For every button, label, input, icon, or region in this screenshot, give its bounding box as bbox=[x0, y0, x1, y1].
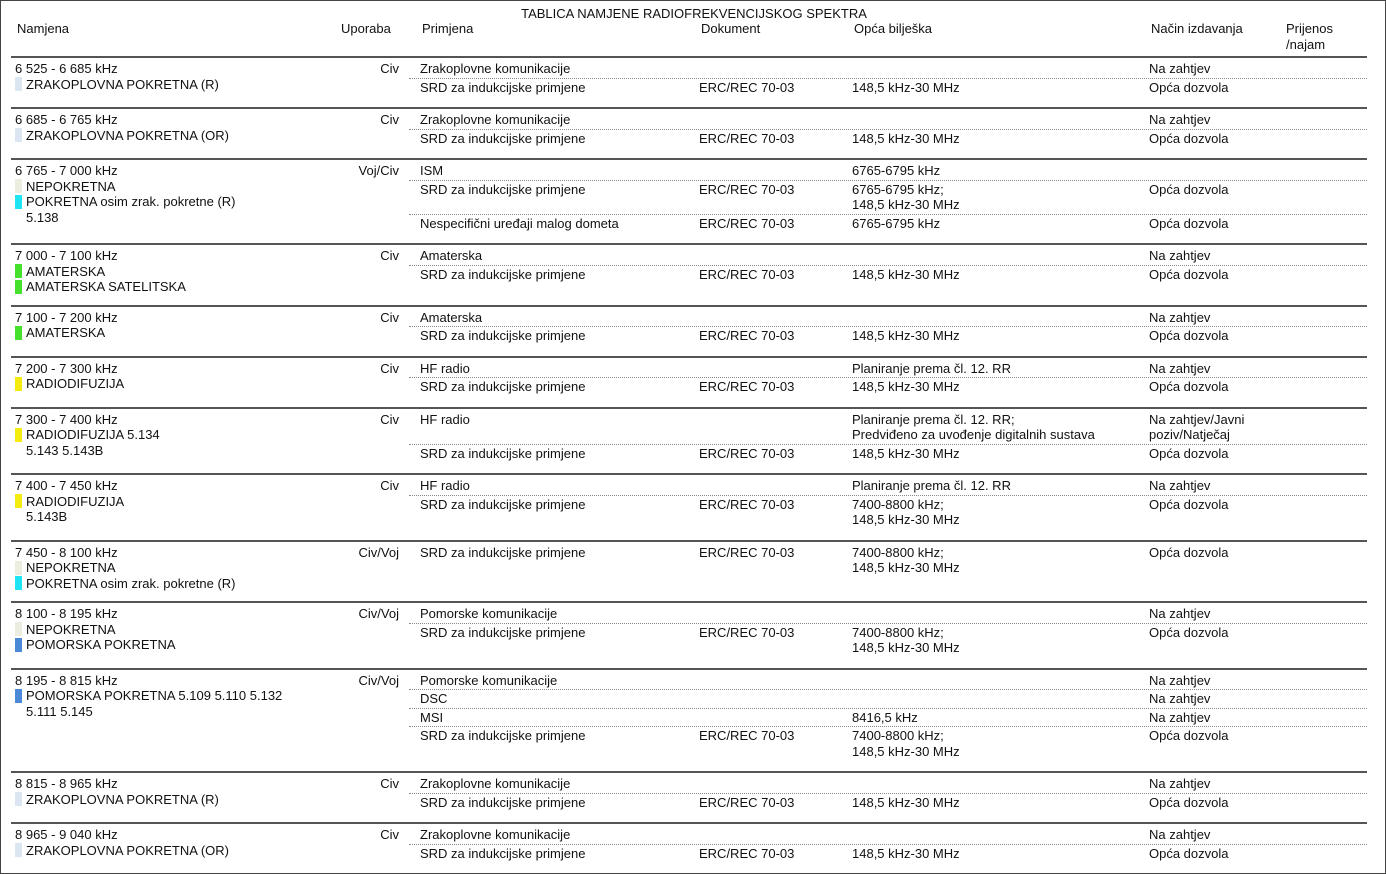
application: Nespecifični uređaji malog dometa bbox=[420, 215, 619, 231]
application-rows bbox=[409, 163, 1367, 233]
band-row bbox=[11, 243, 1367, 305]
document: ERC/REC 70-03 bbox=[699, 794, 795, 810]
application-row bbox=[409, 61, 1367, 79]
document: ERC/REC 70-03 bbox=[699, 728, 795, 743]
licensing-mode: Opća dozvola bbox=[1149, 215, 1229, 231]
service-item bbox=[11, 622, 409, 638]
application-row bbox=[409, 379, 1367, 396]
usage: Civ/Voj bbox=[358, 606, 399, 621]
document bbox=[699, 691, 852, 707]
service-color-swatch bbox=[15, 77, 22, 91]
service-color-swatch bbox=[15, 179, 22, 193]
footnote-refs: 5.111 5.145 bbox=[26, 703, 93, 719]
application-row bbox=[409, 446, 1367, 463]
usage: Civ/Voj bbox=[358, 544, 399, 560]
general-note bbox=[852, 776, 1149, 792]
application-rows bbox=[409, 310, 1367, 346]
general-note bbox=[852, 61, 1149, 77]
licensing-mode: Na zahtjev bbox=[1149, 248, 1211, 263]
service-color-swatch bbox=[15, 792, 22, 806]
band-row bbox=[11, 601, 1367, 668]
service-label: AMATERSKA bbox=[26, 325, 106, 340]
document bbox=[699, 606, 852, 622]
general-note bbox=[852, 691, 1149, 707]
general-note: 8416,5 kHz bbox=[852, 709, 918, 725]
application: SRD za indukcijske primjene bbox=[420, 728, 586, 743]
application-rows bbox=[409, 673, 1367, 762]
service-item bbox=[11, 637, 409, 653]
service-label: ZRAKOPLOVNA POKRETNA (OR) bbox=[26, 842, 229, 858]
licensing-mode: Na zahtjev bbox=[1149, 776, 1211, 791]
licensing-mode: Na zahtjev bbox=[1149, 112, 1211, 127]
service-item bbox=[11, 128, 409, 144]
general-note: 148,5 kHz-30 MHz bbox=[852, 79, 960, 95]
document: ERC/REC 70-03 bbox=[699, 496, 795, 512]
licensing-mode: Na zahtjev/Javni poziv/Natječaj bbox=[1149, 411, 1245, 442]
general-note: Planiranje prema čl. 12. RR bbox=[852, 478, 1011, 493]
service-color-swatch bbox=[15, 428, 22, 442]
document: ERC/REC 70-03 bbox=[699, 215, 795, 231]
usage: Civ bbox=[380, 360, 399, 376]
service-label: NEPOKRETNA bbox=[26, 178, 116, 194]
service-color-swatch bbox=[15, 128, 22, 142]
licensing-mode: Opća dozvola bbox=[1149, 79, 1229, 95]
application-rows bbox=[409, 361, 1367, 397]
service-item bbox=[11, 792, 409, 808]
application-row bbox=[409, 182, 1367, 215]
application: ISM bbox=[420, 163, 444, 178]
document bbox=[699, 361, 852, 377]
application-row bbox=[409, 606, 1367, 624]
frequency-range: 8 815 - 8 965 kHz bbox=[15, 776, 118, 791]
service-label: POMORSKA POKRETNA 5.109 5.110 5.132 bbox=[26, 688, 283, 703]
footnote-refs: 5.143B bbox=[26, 509, 68, 524]
band-list bbox=[11, 56, 1367, 873]
document bbox=[699, 248, 852, 264]
document bbox=[699, 710, 852, 726]
header-nacin: Način izdavanja bbox=[1151, 21, 1243, 36]
frequency-range: 7 450 - 8 100 kHz bbox=[15, 544, 118, 560]
document bbox=[699, 673, 852, 689]
general-note: Planiranje prema čl. 12. RR; Predviđeno za uvođenje digitalnih sustava bbox=[852, 411, 1095, 442]
licensing-mode: Na zahtjev bbox=[1149, 709, 1211, 725]
service-color-swatch bbox=[15, 622, 22, 636]
page-title: TABLICA NAMJENE RADIOFREKVENCIJSKOG SPEKTRA bbox=[521, 6, 867, 21]
service-item bbox=[11, 77, 409, 93]
application: SRD za indukcijske primjene bbox=[420, 379, 586, 394]
application-rows bbox=[409, 478, 1367, 530]
band-allocation bbox=[11, 478, 409, 530]
service-label: POMORSKA POKRETNA bbox=[26, 637, 176, 652]
band-allocation bbox=[11, 248, 409, 295]
usage: Civ bbox=[380, 248, 399, 263]
service-color-swatch bbox=[15, 280, 22, 294]
licensing-mode: Opća dozvola bbox=[1149, 379, 1229, 394]
header-namjena: Namjena bbox=[17, 21, 70, 36]
application-rows bbox=[409, 606, 1367, 658]
document: ERC/REC 70-03 bbox=[699, 845, 795, 861]
licensing-mode: Na zahtjev bbox=[1149, 61, 1211, 76]
header-biljeska: Opća bilješka bbox=[854, 21, 933, 36]
application-rows bbox=[409, 248, 1367, 295]
application-row bbox=[409, 545, 1367, 577]
band-allocation bbox=[11, 361, 409, 397]
general-note bbox=[852, 310, 1149, 326]
service-item bbox=[11, 264, 409, 280]
band-allocation bbox=[11, 827, 409, 863]
service-color-swatch bbox=[15, 576, 22, 590]
licensing-mode: Na zahtjev bbox=[1149, 309, 1211, 325]
document: ERC/REC 70-03 bbox=[699, 544, 795, 560]
document: ERC/REC 70-03 bbox=[699, 79, 795, 95]
licensing-mode: Opća dozvola bbox=[1149, 328, 1229, 343]
application: SRD za indukcijske primjene bbox=[420, 794, 586, 810]
application: SRD za indukcijske primjene bbox=[420, 328, 586, 343]
document: ERC/REC 70-03 bbox=[699, 379, 795, 394]
application: SRD za indukcijske primjene bbox=[420, 496, 586, 512]
band-row bbox=[11, 305, 1367, 356]
application-row bbox=[409, 112, 1367, 130]
service-label: POKRETNA osim zrak. pokretne (R) bbox=[26, 194, 236, 209]
frequency-range: 6 685 - 6 765 kHz bbox=[15, 112, 118, 127]
application-row bbox=[409, 310, 1367, 328]
document bbox=[699, 412, 852, 443]
service-color-swatch bbox=[15, 195, 22, 209]
application: SRD za indukcijske primjene bbox=[420, 130, 586, 146]
general-note: 148,5 kHz-30 MHz bbox=[852, 845, 960, 861]
service-color-swatch bbox=[15, 638, 22, 652]
usage: Voj/Civ bbox=[358, 163, 399, 178]
service-label: NEPOKRETNA bbox=[26, 621, 116, 637]
licensing-mode: Na zahtjev bbox=[1149, 478, 1211, 493]
service-label: AMATERSKA SATELITSKA bbox=[26, 279, 186, 294]
document: ERC/REC 70-03 bbox=[699, 445, 795, 461]
service-item bbox=[11, 427, 409, 443]
general-note: 6765-6795 kHz bbox=[852, 163, 941, 178]
general-note bbox=[852, 827, 1149, 843]
frequency-range: 6 525 - 6 685 kHz bbox=[15, 61, 118, 76]
band-row bbox=[11, 56, 1367, 107]
general-note bbox=[852, 112, 1149, 128]
service-label: RADIODIFUZIJA bbox=[26, 493, 125, 509]
service-label: RADIODIFUZIJA 5.134 bbox=[26, 427, 160, 442]
application: Zrakoplovne komunikacije bbox=[420, 827, 571, 842]
application: Zrakoplovne komunikacije bbox=[420, 112, 571, 127]
service-color-swatch bbox=[15, 494, 22, 508]
service-label: POKRETNA osim zrak. pokretne (R) bbox=[26, 575, 236, 591]
document: ERC/REC 70-03 bbox=[699, 266, 795, 282]
licensing-mode: Na zahtjev bbox=[1149, 360, 1211, 376]
frequency-range: 7 000 - 7 100 kHz bbox=[15, 248, 118, 263]
application-row bbox=[409, 478, 1367, 496]
application-row bbox=[409, 827, 1367, 845]
general-note bbox=[852, 673, 1149, 689]
frequency-range: 7 300 - 7 400 kHz bbox=[15, 411, 118, 427]
application-rows bbox=[409, 545, 1367, 592]
application: SRD za indukcijske primjene bbox=[420, 845, 586, 861]
licensing-mode: Opća dozvola bbox=[1149, 445, 1229, 461]
document bbox=[699, 163, 852, 179]
usage: Civ bbox=[380, 411, 399, 427]
service-item bbox=[11, 376, 409, 392]
service-color-swatch bbox=[15, 689, 22, 703]
licensing-mode: Opća dozvola bbox=[1149, 845, 1229, 861]
general-note: 7400-8800 kHz; 148,5 kHz-30 MHz bbox=[852, 624, 960, 655]
licensing-mode: Opća dozvola bbox=[1149, 130, 1229, 146]
service-item bbox=[11, 194, 409, 210]
document bbox=[699, 310, 852, 326]
service-color-swatch bbox=[15, 264, 22, 278]
service-item bbox=[11, 325, 409, 341]
general-note: 7400-8800 kHz; 148,5 kHz-30 MHz bbox=[852, 728, 960, 759]
document bbox=[699, 827, 852, 843]
frequency-range: 8 195 - 8 815 kHz bbox=[15, 672, 118, 688]
application: SRD za indukcijske primjene bbox=[420, 181, 586, 197]
licensing-mode: Opća dozvola bbox=[1149, 496, 1229, 512]
band-row bbox=[11, 107, 1367, 158]
general-note: 7400-8800 kHz; 148,5 kHz-30 MHz bbox=[852, 496, 960, 527]
footnote-refs: 5.143 5.143B bbox=[26, 442, 104, 458]
general-note bbox=[852, 606, 1149, 622]
frequency-range: 6 765 - 7 000 kHz bbox=[15, 163, 118, 178]
document: ERC/REC 70-03 bbox=[699, 328, 795, 343]
service-color-swatch bbox=[15, 843, 22, 857]
licensing-mode: Na zahtjev bbox=[1149, 691, 1211, 706]
application: SRD za indukcijske primjene bbox=[420, 624, 586, 640]
document bbox=[699, 112, 852, 128]
frequency-range: 7 400 - 7 450 kHz bbox=[15, 478, 118, 493]
application-row bbox=[409, 846, 1367, 863]
band-allocation bbox=[11, 545, 409, 592]
application: Pomorske komunikacije bbox=[420, 672, 558, 688]
application-row bbox=[409, 248, 1367, 266]
application: MSI bbox=[420, 709, 444, 725]
service-label: ZRAKOPLOVNA POKRETNA (OR) bbox=[26, 127, 229, 143]
general-note: Planiranje prema čl. 12. RR bbox=[852, 360, 1011, 376]
general-note: 148,5 kHz-30 MHz bbox=[852, 328, 960, 343]
application: SRD za indukcijske primjene bbox=[420, 445, 586, 461]
application-row bbox=[409, 673, 1367, 691]
band-row bbox=[11, 158, 1367, 243]
service-color-swatch bbox=[15, 377, 22, 391]
usage: Civ bbox=[380, 112, 399, 127]
band-allocation bbox=[11, 412, 409, 464]
licensing-mode: Na zahtjev bbox=[1149, 672, 1211, 688]
application-row bbox=[409, 412, 1367, 445]
application: Amaterska bbox=[420, 309, 483, 325]
service-item bbox=[11, 560, 409, 576]
frequency-range: 8 965 - 9 040 kHz bbox=[15, 827, 118, 842]
service-item bbox=[11, 494, 409, 510]
band-row bbox=[11, 356, 1367, 407]
application-row bbox=[409, 80, 1367, 97]
service-item bbox=[11, 279, 409, 295]
application: SRD za indukcijske primjene bbox=[420, 266, 586, 282]
service-label: ZRAKOPLOVNA POKRETNA (R) bbox=[26, 791, 219, 807]
licensing-mode: Na zahtjev bbox=[1149, 606, 1211, 621]
application-row bbox=[409, 625, 1367, 657]
band-allocation bbox=[11, 112, 409, 148]
header-prijenos: Prijenos /najam bbox=[1286, 21, 1333, 52]
general-note: 148,5 kHz-30 MHz bbox=[852, 379, 960, 394]
application: SRD za indukcijske primjene bbox=[420, 544, 586, 560]
header-uporaba: Uporaba bbox=[341, 21, 391, 36]
band-row bbox=[11, 540, 1367, 602]
application-row bbox=[409, 728, 1367, 760]
document bbox=[699, 478, 852, 494]
application: Amaterska bbox=[420, 248, 483, 263]
frequency-range: 8 100 - 8 195 kHz bbox=[15, 606, 118, 621]
licensing-mode bbox=[1149, 163, 1279, 179]
band-allocation bbox=[11, 310, 409, 346]
general-note: 6765-6795 kHz; 148,5 kHz-30 MHz bbox=[852, 181, 960, 212]
band-row bbox=[11, 771, 1367, 822]
application-row bbox=[409, 216, 1367, 233]
service-label: NEPOKRETNA bbox=[26, 560, 116, 575]
document bbox=[699, 776, 852, 792]
application-rows bbox=[409, 412, 1367, 464]
general-note bbox=[852, 248, 1149, 264]
application-row bbox=[409, 328, 1367, 345]
application-row bbox=[409, 795, 1367, 812]
band-allocation bbox=[11, 673, 409, 762]
application-row bbox=[409, 267, 1367, 284]
service-item bbox=[11, 179, 409, 195]
application-row bbox=[409, 361, 1367, 379]
licensing-mode: Opća dozvola bbox=[1149, 794, 1229, 810]
band-allocation bbox=[11, 606, 409, 658]
band-row bbox=[11, 473, 1367, 540]
licensing-mode: Opća dozvola bbox=[1149, 624, 1229, 640]
usage: Civ bbox=[380, 61, 399, 76]
header-dokument: Dokument bbox=[701, 21, 761, 36]
service-label: RADIODIFUZIJA bbox=[26, 376, 125, 391]
application: Pomorske komunikacije bbox=[420, 606, 558, 621]
application-row bbox=[409, 131, 1367, 148]
service-item bbox=[11, 576, 409, 592]
header-primjena: Primjena bbox=[422, 21, 474, 36]
general-note: 148,5 kHz-30 MHz bbox=[852, 266, 960, 282]
document bbox=[699, 61, 852, 77]
usage: Civ bbox=[380, 309, 399, 325]
application-rows bbox=[409, 61, 1367, 97]
application: Zrakoplovne komunikacije bbox=[420, 61, 571, 76]
licensing-mode: Opća dozvola bbox=[1149, 728, 1229, 743]
service-color-swatch bbox=[15, 561, 22, 575]
general-note: 7400-8800 kHz; 148,5 kHz-30 MHz bbox=[852, 544, 960, 575]
band-allocation bbox=[11, 776, 409, 812]
application: Zrakoplovne komunikacije bbox=[420, 776, 571, 791]
frequency-range: 7 200 - 7 300 kHz bbox=[15, 360, 118, 376]
usage: Civ bbox=[380, 478, 399, 493]
service-color-swatch bbox=[15, 326, 22, 340]
licensing-mode: Opća dozvola bbox=[1149, 181, 1229, 197]
licensing-mode: Na zahtjev bbox=[1149, 827, 1211, 842]
band-row bbox=[11, 668, 1367, 772]
licensing-mode: Opća dozvola bbox=[1149, 266, 1229, 282]
application-row bbox=[409, 497, 1367, 529]
application: HF radio bbox=[420, 360, 470, 376]
application: DSC bbox=[420, 691, 448, 706]
band-allocation bbox=[11, 61, 409, 97]
application-rows bbox=[409, 776, 1367, 812]
application: SRD za indukcijske primjene bbox=[420, 79, 586, 95]
general-note: 148,5 kHz-30 MHz bbox=[852, 445, 960, 461]
application: HF radio bbox=[420, 411, 470, 427]
general-note: 148,5 kHz-30 MHz bbox=[852, 794, 960, 810]
application-row bbox=[409, 691, 1367, 709]
general-note: 6765-6795 kHz bbox=[852, 215, 941, 231]
application-row bbox=[409, 776, 1367, 794]
document: ERC/REC 70-03 bbox=[699, 130, 795, 146]
service-item bbox=[11, 843, 409, 859]
service-label: ZRAKOPLOVNA POKRETNA (R) bbox=[26, 76, 219, 92]
general-note: 148,5 kHz-30 MHz bbox=[852, 130, 960, 146]
application-rows bbox=[409, 112, 1367, 148]
application-rows bbox=[409, 827, 1367, 863]
band-row bbox=[11, 407, 1367, 474]
document: ERC/REC 70-03 bbox=[699, 624, 795, 640]
application-row bbox=[409, 710, 1367, 728]
usage: Civ/Voj bbox=[358, 672, 399, 688]
application-row bbox=[409, 163, 1367, 181]
band-allocation bbox=[11, 163, 409, 233]
service-item bbox=[11, 688, 409, 704]
usage: Civ bbox=[380, 827, 399, 842]
frequency-range: 7 100 - 7 200 kHz bbox=[15, 309, 118, 325]
application: HF radio bbox=[420, 478, 470, 493]
document: ERC/REC 70-03 bbox=[699, 181, 795, 197]
licensing-mode: Opća dozvola bbox=[1149, 544, 1229, 560]
service-label: AMATERSKA bbox=[26, 263, 106, 279]
footnote-refs: 5.138 bbox=[26, 209, 59, 225]
band-row bbox=[11, 822, 1367, 873]
usage: Civ bbox=[380, 776, 399, 791]
